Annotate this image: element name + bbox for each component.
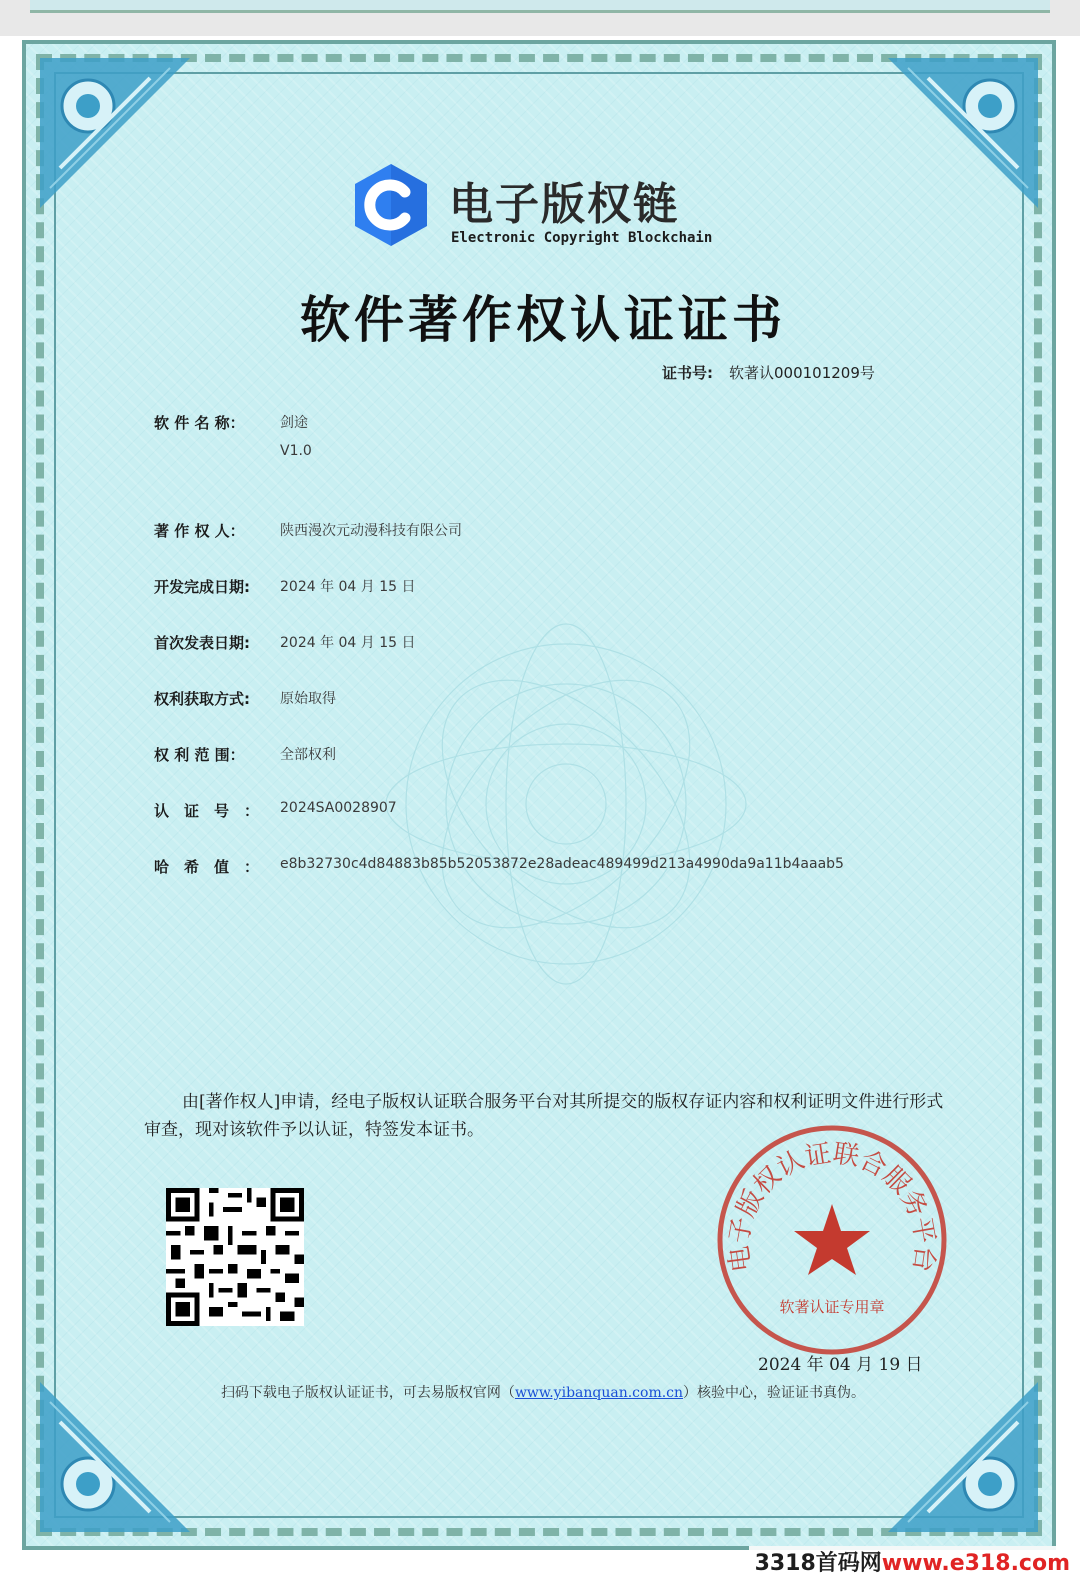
- guilloche-watermark-icon: [366, 604, 766, 1004]
- certificate-title: 软件著作权认证证书: [300, 290, 786, 349]
- certificate-number: [662, 362, 875, 383]
- site-watermark-url: www.e318.com: [881, 1551, 1070, 1576]
- field-label: 权利获取方式:: [154, 690, 250, 708]
- issue-date: 2024 年 04 月 19 日: [758, 1355, 923, 1375]
- corner-ornament-icon: [40, 58, 190, 208]
- field-label: 著 作 权 人：: [154, 522, 245, 540]
- certificate-number-value: 软著认000101209号: [729, 364, 875, 382]
- field-publish-date: [154, 632, 416, 653]
- field-value: e8b32730c4d84883b85b52053872e28adeac489499d213a4990da9a11b4aaab5: [280, 856, 844, 872]
- field-value: 剑途: [280, 415, 308, 431]
- corner-ornament-icon: [888, 1382, 1038, 1532]
- field-copyright-owner: [154, 520, 462, 541]
- brand-subtitle: Electronic Copyright Blockchain: [451, 230, 713, 246]
- footer-note: [26, 1382, 1060, 1402]
- certification-statement: 由[著作权人]申请，经电子版权认证联合服务平台对其所提交的版权存证内容和权利证明文件进行形式审查，现对该软件予以认证，特签发本证书。: [144, 1092, 944, 1140]
- seal-label: 软著认证专用章: [779, 1298, 885, 1316]
- field-rights-scope: [154, 744, 336, 765]
- field-label: 哈 希 值 ：: [154, 858, 260, 876]
- footer-prefix: 扫码下载电子版权认证证书，可去易版权官网（: [220, 1385, 515, 1401]
- svg-text:电子版权认证联合服务平台: 电子版权认证联合服务平台: [724, 1138, 940, 1274]
- field-completion-date: [154, 576, 416, 597]
- field-value-version: V1.0: [280, 443, 312, 459]
- field-value: 2024SA0028907: [280, 800, 397, 816]
- qr-code[interactable]: [166, 1188, 304, 1326]
- field-software-name: [154, 412, 312, 459]
- field-value: 全部权利: [280, 747, 336, 763]
- corner-ornament-icon: [888, 58, 1038, 208]
- site-watermark-name: 3318首码网: [754, 1551, 882, 1576]
- field-label: 开发完成日期:: [154, 578, 250, 596]
- field-acquisition-method: [154, 688, 336, 709]
- certificate-number-label: 证书号:: [662, 364, 713, 382]
- field-label: 认 证 号 ：: [154, 802, 260, 820]
- previous-page-edge: [0, 0, 1080, 36]
- field-certification-number: [154, 800, 397, 821]
- field-value: 2024 年 04 月 15 日: [280, 579, 416, 595]
- official-seal: [714, 1122, 950, 1358]
- footer-suffix: ）核验中心，验证证书真伪。: [683, 1385, 866, 1401]
- certificate: [22, 40, 1056, 1550]
- field-label: 首次发表日期:: [154, 634, 250, 652]
- brand-title: 电子版权链: [449, 179, 679, 230]
- field-hash: [154, 856, 844, 877]
- official-site-link[interactable]: www.yibanquan.com.cn: [514, 1385, 684, 1401]
- field-label: 权 利 范 围：: [154, 746, 245, 764]
- field-value: 原始取得: [280, 691, 336, 707]
- field-value: 陕西漫次元动漫科技有限公司: [280, 523, 462, 539]
- field-value: 2024 年 04 月 15 日: [280, 635, 416, 651]
- previous-page-border: [30, 0, 1050, 13]
- blockchain-logo-icon: [351, 162, 431, 248]
- site-watermark: [749, 1546, 1076, 1577]
- corner-ornament-icon: [40, 1382, 190, 1532]
- field-label: 软 件 名 称：: [154, 414, 245, 432]
